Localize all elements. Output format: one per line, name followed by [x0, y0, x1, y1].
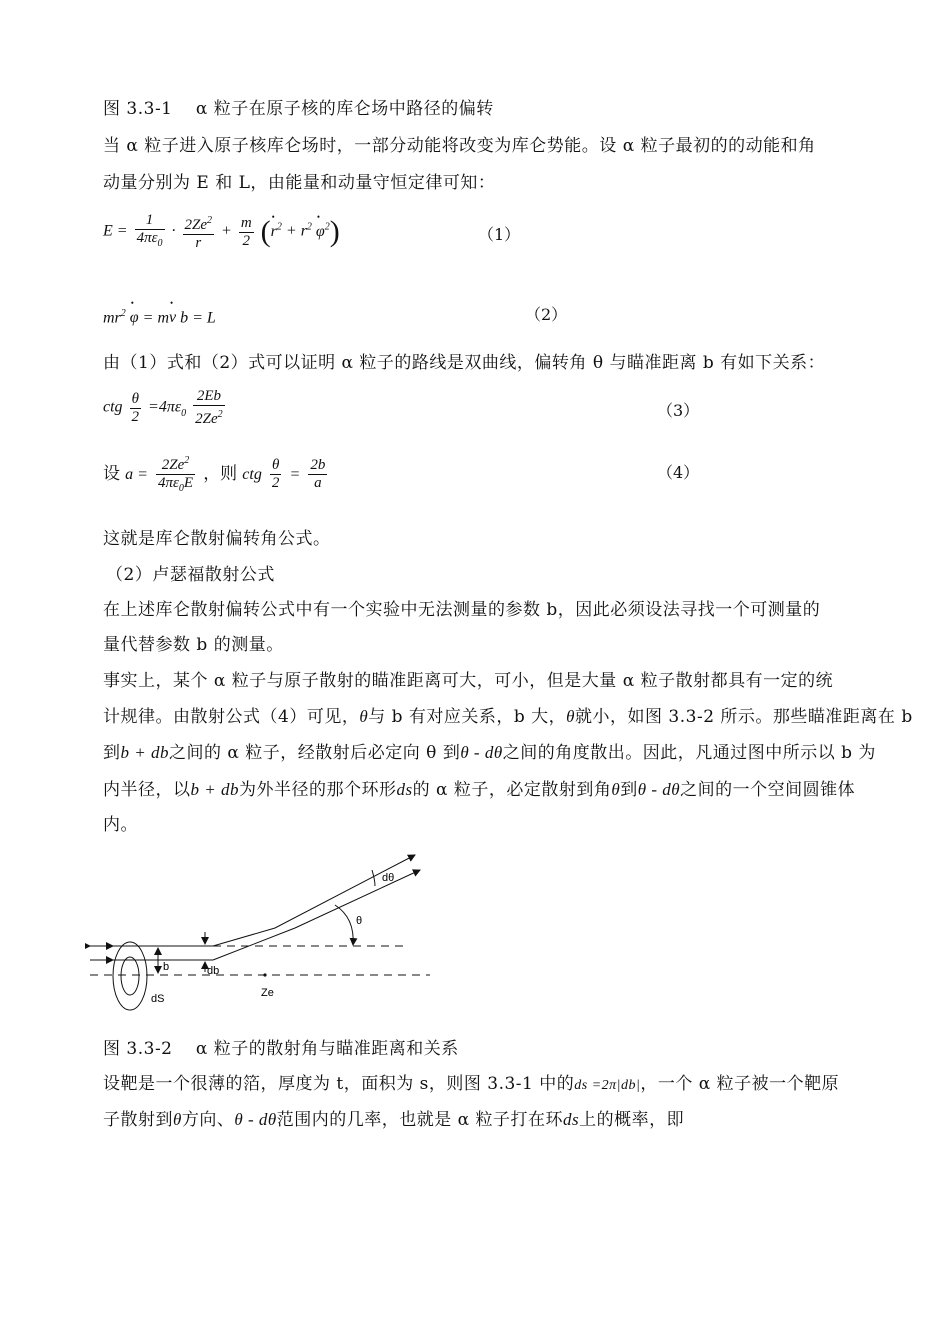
- eq4-rbot: a: [314, 475, 322, 491]
- eq3-frac-bot: 2Ze: [195, 411, 218, 427]
- paragraph-line: 当 α 粒子进入原子核库仑场时，一部分动能将改变为库仑势能。设 α 粒子最初的的动能和角: [103, 136, 816, 156]
- math-b-plus-db: b + db: [190, 780, 239, 799]
- paragraph-line: 动量分别为 E 和 L，由能量和动量守恒定律可知：: [103, 173, 496, 193]
- math-ds-formula: ds =2π|db|: [574, 1078, 641, 1093]
- eq1-frac2-den: r: [195, 235, 202, 251]
- b-label: b: [163, 961, 170, 973]
- eq4-a: a =: [125, 466, 148, 483]
- eq3-theta: θ: [130, 391, 142, 409]
- eq1-frac1-num: 1: [135, 212, 165, 230]
- paragraph-line: 设靶是一个很薄的箔，厚度为 t，面积为 s，则图 3.3-1 中的ds =2π|db|，一个 α 粒子被一个靶原: [103, 1074, 840, 1094]
- equation-number-1: （1）: [478, 225, 521, 244]
- paragraph-line: 由（1）式和（2）式可以证明 α 粒子的路线是双曲线，偏转角 θ 与瞄准距离 b 有如下关系：: [103, 353, 826, 373]
- eq3-mid: =4πε: [148, 398, 182, 416]
- math-theta: θ: [359, 707, 369, 726]
- db-label: db: [207, 965, 220, 977]
- math-ds: ds: [563, 1110, 580, 1129]
- dtheta-label: dθ: [382, 872, 395, 884]
- equation-4: 设 a = $\frac{2Ze^2}{4\pi\varepsilon_0E}$ ，则 ctg $\frac{\theta}{2}$ = $\frac{2b}{a}$: [103, 452, 330, 497]
- eq3-two: 2: [131, 408, 140, 425]
- math-theta-minus-dtheta: θ - dθ: [460, 743, 503, 762]
- paragraph-line: 这就是库仑散射偏转角公式。: [103, 529, 331, 549]
- equation-3: ctg $\frac{\theta}{2}$ $=4\pi\varepsilon_0$ $\frac{2Eb}{2Ze^2}$: [103, 388, 223, 427]
- math-theta-minus-dtheta: θ - dθ: [637, 780, 681, 799]
- figure-caption-3-3-2: 图 3.3-2 α 粒子的散射角与瞄准距离和关系: [103, 1039, 459, 1059]
- math-theta: θ: [566, 707, 576, 726]
- eq1-frac2-num: 2Ze: [184, 217, 208, 233]
- equation-1: E = $\frac{1}{4\pi\varepsilon_0}$ · $\frac{2Ze^2}{r}$ + $\frac{m}{2}$ (• $r^2 + r^2$ • $\varphi^2$): [103, 212, 340, 252]
- paragraph-line: 在上述库仑散射偏转公式中有一个实验中无法测量的参数 b，因此必须设法寻找一个可测量的: [103, 600, 821, 620]
- eq4-bot: 4πε: [157, 475, 179, 491]
- math-theta: θ: [611, 780, 621, 799]
- math-theta-minus-dtheta: θ - dθ: [234, 1110, 277, 1129]
- dS-label: dS: [151, 993, 165, 1005]
- paragraph-line: 内。: [103, 815, 138, 835]
- section-heading: （2）卢瑟福散射公式: [106, 565, 275, 585]
- paragraph-line: 量代替参数 b 的测量。: [103, 635, 284, 655]
- eq4-prefix: 设: [103, 464, 120, 484]
- paragraph-line: 事实上，某个 α 粒子与原子散射的瞄准距离可大，可小，但是大量 α 粒子散射都具有一定的统: [103, 671, 834, 691]
- Ze-label: Ze: [261, 987, 274, 999]
- paragraph-line: 子散射到θ方向、θ - dθ范围内的几率，也就是 α 粒子打在环ds上的概率，即: [103, 1110, 685, 1130]
- equation-number-3: （3）: [657, 401, 700, 420]
- equation-2: $mr^2$ • φ = m• v b = L: [103, 308, 216, 327]
- eq4-ctg: ctg: [242, 466, 262, 483]
- math-b-plus-db: b + db: [120, 743, 169, 762]
- eq3-ctg: ctg: [103, 398, 123, 416]
- eq3-frac-top: 2Eb: [193, 388, 225, 406]
- paragraph-line: 计规律。由散射公式（4）可见，θ与 b 有对应关系，b 大，θ就小，如图 3.3-2 所示。那些瞄准距离在 b: [103, 707, 913, 727]
- eq1-frac3-den: 2: [242, 232, 250, 249]
- eq4-then: ，则: [203, 464, 238, 484]
- paragraph-line: 到b + db之间的 α 粒子，经散射后必定向 θ 到θ - dθ之间的角度散出。因此，凡通过图中所示以 b 为: [103, 743, 876, 763]
- eq4-two: 2: [271, 475, 280, 491]
- eq4-eq: =: [289, 466, 301, 483]
- theta-label: θ: [356, 915, 363, 927]
- figure-caption-3-3-1: 图 3.3-1 α 粒子在原子核的库仑场中路径的偏转: [103, 99, 494, 119]
- eq4-theta: θ: [270, 457, 282, 475]
- math-ds: ds: [396, 780, 413, 799]
- eq1-frac1-den: 4πε: [136, 230, 158, 246]
- paragraph-line: 内半径，以b + db为外半径的那个环形ds的 α 粒子，必定散射到角θ到θ - dθ之间的一个空间圆锥体: [103, 780, 856, 800]
- eq4-bot2: E: [183, 475, 194, 491]
- math-theta: θ: [173, 1110, 182, 1129]
- eq1-lhs: E =: [103, 222, 128, 240]
- equation-number-2: （2）: [525, 305, 568, 324]
- scattering-diagram: [85, 848, 445, 1018]
- eq4-top: 2Ze: [161, 457, 185, 473]
- eq1-frac3-num: m: [240, 214, 252, 231]
- equation-number-4: （4）: [657, 463, 700, 482]
- eq4-rtop: 2b: [310, 457, 326, 473]
